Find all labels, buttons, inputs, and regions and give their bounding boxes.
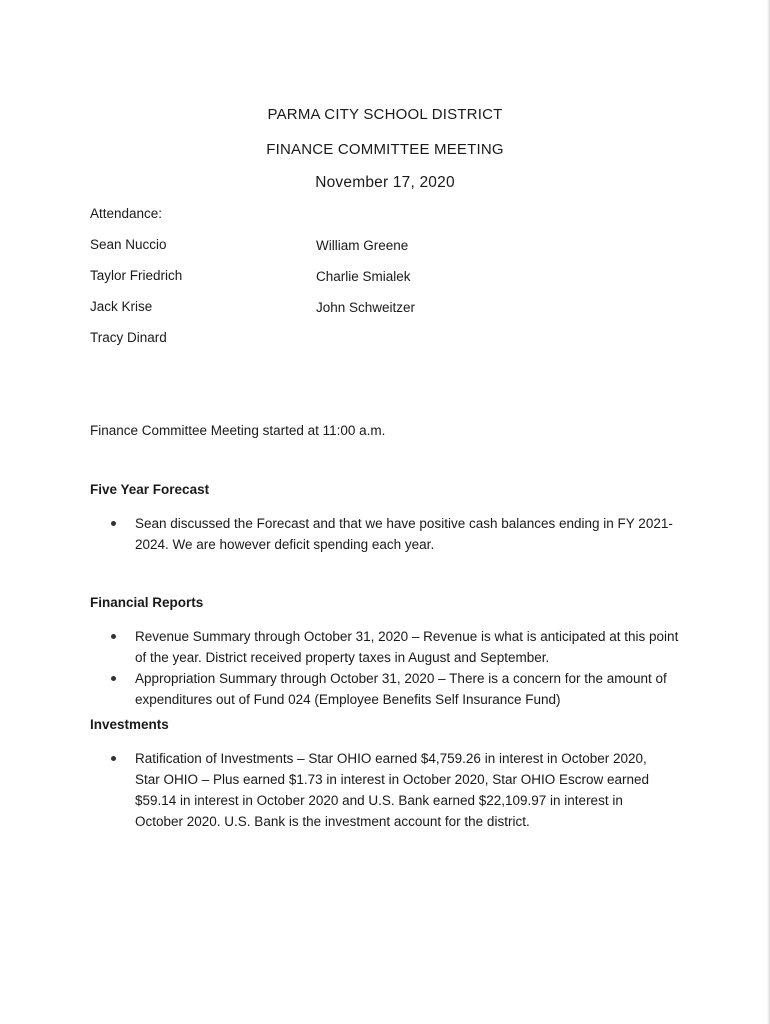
meeting-date: November 17, 2020 [315,174,455,191]
section-title-five-year-forecast: Five Year Forecast [90,482,210,497]
list-item-text: Sean discussed the Forecast and that we have positive cash balances ending in FY 2021-2024. We are however deficit spending each year. [135,516,673,552]
attendee-left-4: Tracy Dinard [90,330,167,345]
list-item [135,513,680,555]
list-item [135,668,680,710]
attendee-right-3: John Schweitzer [316,300,416,315]
list-item-text: Revenue Summary through October 31, 2020 – Revenue is what is anticipated at this point of the year. District received property taxes in August and September. [135,629,679,665]
section-title-financial-reports: Financial Reports [90,595,204,610]
bullet-icon [111,756,116,761]
attendee-left-2: Taylor Friedrich [90,268,183,283]
attendee-left-3: Jack Krise [90,299,153,314]
section-title-investments: Investments [90,717,169,732]
bullet-icon [111,634,116,639]
bullet-icon [111,521,116,526]
bullet-icon [111,676,116,681]
attendee-left-1: Sean Nuccio [90,237,167,252]
district-title: PARMA CITY SCHOOL DISTRICT [267,106,503,123]
meeting-start-note: Finance Committee Meeting started at 11:00 a.m. [90,423,386,438]
five-year-forecast-list [135,513,680,555]
financial-reports-list [135,626,680,710]
attendee-right-1: William Greene [316,238,409,253]
investments-list [135,748,670,832]
attendance-label: Attendance: [90,206,163,221]
list-item-text: Appropriation Summary through October 31, 2020 – There is a concern for the amount of expenditures out of Fund 024 (Employee Benefits Self Insurance Fund) [135,671,667,707]
meeting-title: FINANCE COMMITTEE MEETING [266,141,504,158]
attendee-right-2: Charlie Smialek [316,269,411,284]
list-item-text: Ratification of Investments – Star OHIO earned $4,759.26 in interest in October 2020, Star OHIO – Plus earned $1.73 in interest in October 2020, Star OHIO Escrow earned $59.14 in interest in October 2020 and U.S. Bank earned $22,109.97 in interest in October 2020. U.S. Bank is the investment account for the district. [135,751,650,829]
list-item [135,748,670,832]
list-item [135,626,680,668]
